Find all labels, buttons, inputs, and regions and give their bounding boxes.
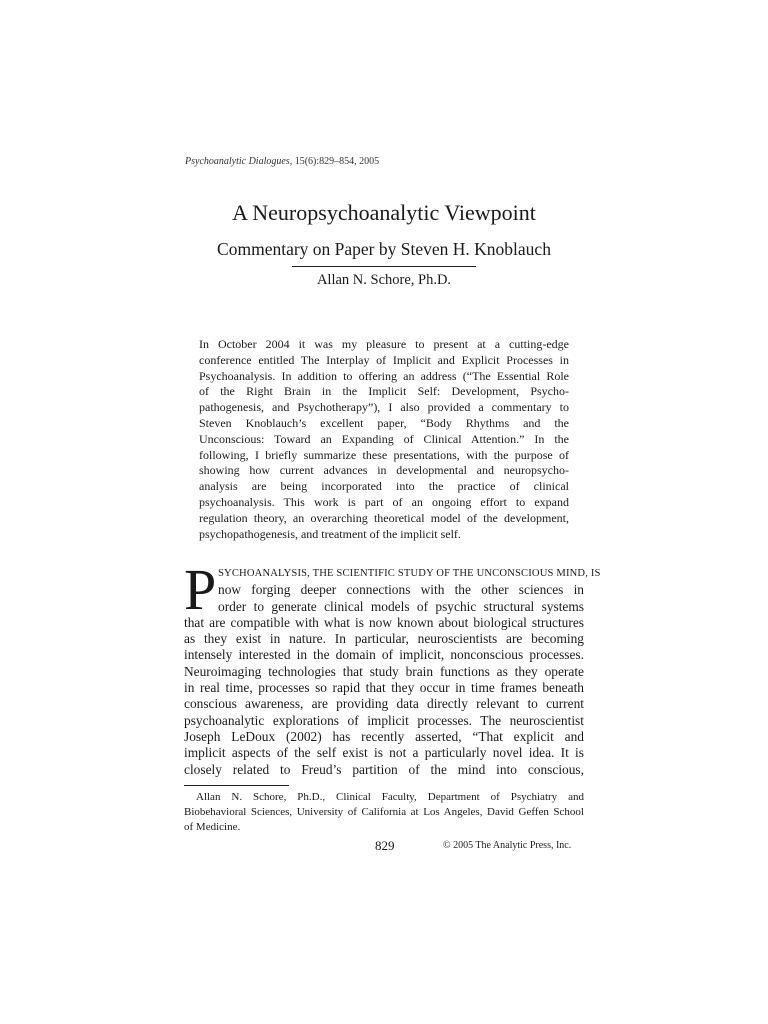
body-text xyxy=(184,557,601,778)
author-name: Allan N. Schore, Ph.D. xyxy=(316,272,452,288)
body-line: conscious awareness, are providing data directly relevant to current xyxy=(184,696,584,712)
article-subtitle: Commentary on Paper by Steven H. Knoblauch xyxy=(217,239,551,259)
copyright-notice: © 2005 The Analytic Press, Inc. xyxy=(443,840,572,851)
abstract-line: showing how current advances in developmental and neuropsycho- xyxy=(199,463,569,478)
journal-volume-pages: 15(6):829–854, 2005 xyxy=(292,156,380,167)
drop-cap: P xyxy=(184,557,217,622)
body-line: closely related to Freud’s partition of the mind into conscious, xyxy=(184,761,584,777)
journal-name: Psychoanalytic Dialogues, xyxy=(185,156,293,167)
abstract-line: of the Right Brain in the Implicit Self: Development, Psycho- xyxy=(199,384,569,399)
abstract-line: In October 2004 it was my pleasure to present at a cutting-edge xyxy=(199,337,569,351)
article-title: A Neuropsychoanalytic Viewpoint xyxy=(232,200,536,225)
abstract-line: following, I briefly summarize these presentations, with the purpose of xyxy=(199,447,569,462)
abstract-line: psychoanalysis. This work is part of an ongoing effort to expand xyxy=(199,494,569,509)
body-line: now forging deeper connections with the other sciences in xyxy=(218,582,584,598)
abstract-line: Psychoanalysis. In addition to offering an address (“The Essential Role xyxy=(199,368,569,383)
footnote-line: of Medicine. xyxy=(184,820,241,833)
journal-citation xyxy=(185,156,379,167)
body-line: intensely interested in the domain of implicit, nonconscious processes. xyxy=(184,647,584,663)
abstract-line: Unconscious: Toward an Expanding of Clinical Attention.” In the xyxy=(199,431,569,446)
footnote-divider xyxy=(184,785,289,786)
body-line: Joseph LeDoux (2002) has recently asserted, “That explicit and xyxy=(184,728,584,744)
body-first-line: SYCHOANALYSIS, THE SCIENTIFIC STUDY OF THE UNCONSCIOUS MIND, IS xyxy=(218,568,601,579)
body-line: order to generate clinical models of psychic structural systems xyxy=(218,598,584,614)
abstract-line: pathogenesis, and Psychotherapy”), I also provided a commentary to xyxy=(199,400,569,415)
body-line: Neuroimaging technologies that study brain functions as they operate xyxy=(184,663,584,679)
body-line: in real time, processes so rapid that they occur in time frames beneath xyxy=(184,680,584,696)
abstract-line: Steven Knoblauch’s excellent paper, “Body Rhythms and the xyxy=(199,415,569,430)
footnote-line: Biobehavioral Sciences, University of California at Los Angeles, David Geffen School xyxy=(184,805,584,818)
page-number: 829 xyxy=(375,838,395,853)
body-line: as they exist in nature. In particular, neuroscientists are becoming xyxy=(184,631,584,647)
body-line: psychoanalytic explorations of implicit processes. The neuroscientist xyxy=(184,712,584,728)
abstract xyxy=(199,337,569,542)
body-line: that are compatible with what is now known about biological structures xyxy=(184,614,584,630)
abstract-line: conference entitled The Interplay of Implicit and Explicit Processes in xyxy=(199,352,569,367)
abstract-line: psychopathogenesis, and treatment of the implicit self. xyxy=(199,526,461,541)
footnote xyxy=(184,790,584,834)
title-divider xyxy=(292,266,476,267)
body-line: implicit aspects of the self exist is not a particularly novel idea. It is xyxy=(184,745,584,761)
abstract-line: regulation theory, an overarching theoretical model of the development, xyxy=(199,510,569,525)
abstract-line: analysis are being incorporated into the practice of clinical xyxy=(199,479,569,494)
footnote-line: Allan N. Schore, Ph.D., Clinical Faculty, Department of Psychiatry and xyxy=(196,791,584,803)
